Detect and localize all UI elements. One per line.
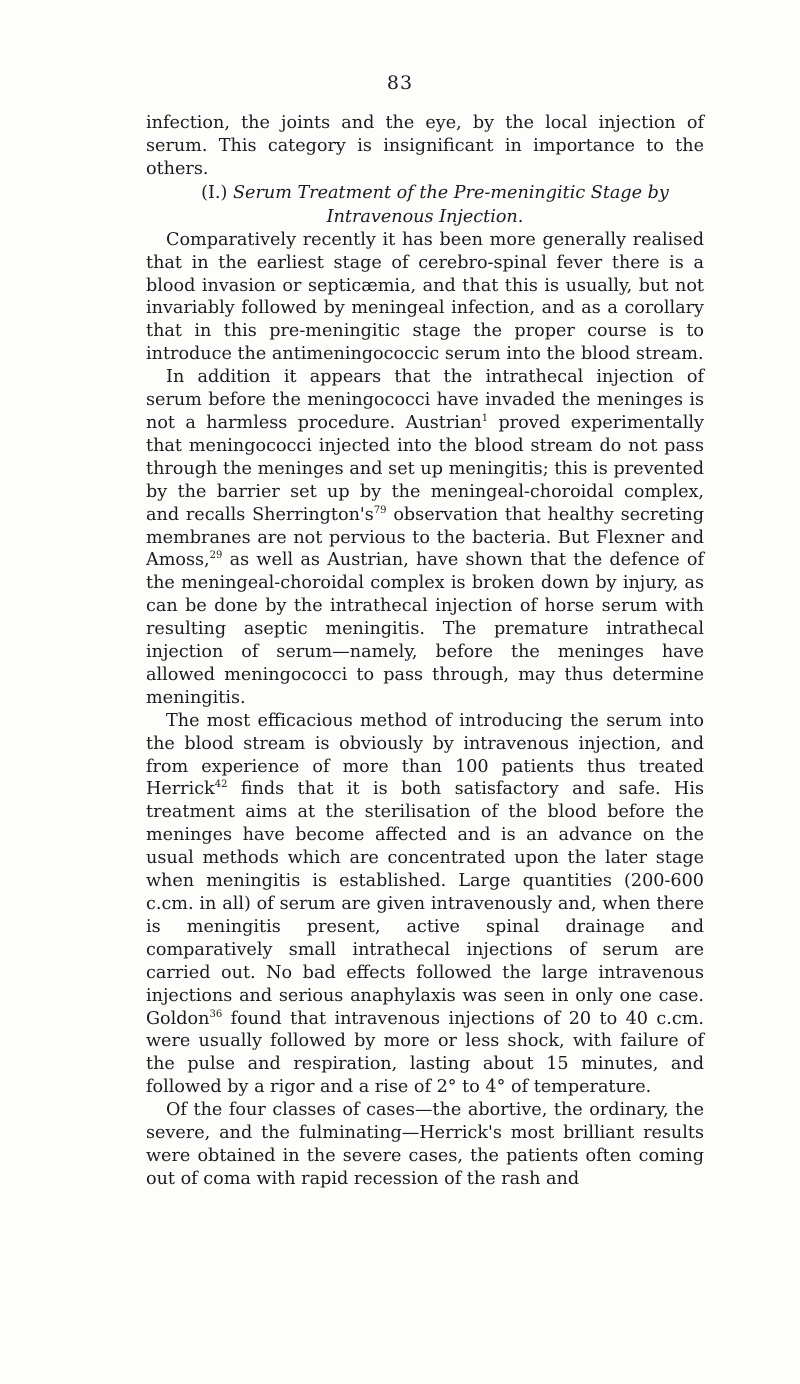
section-number: (I.) [201, 182, 228, 203]
reference-marker: 36 [209, 1008, 223, 1020]
page-number: 83 [386, 72, 414, 94]
section-heading [146, 181, 704, 229]
text-run: found that intravenous injections of 20 to 40 c.cm. were usually followed by more or less shock, with failure of the pulse and respiration, lasting about 15 minutes, and followed by a rigor and a rise of 2° to 4° of temperature. [146, 1008, 704, 1098]
text-run: finds that it is both satisfactory and safe. His treatment aims at the sterilisation of the blood before the meninges have become affected and is an advance on the usual methods which are concentrated upon the later stage when meningitis is established. Large quantities (200-600 c.cm. in all) of serum are given intravenously and, when there is meningitis present, active spinal drainage and comparatively small intrathecal injections of serum are carried out. No bad effects followed the large intravenous injections and serious anaphylaxis was seen in only one case. Goldon [146, 779, 704, 1029]
text-run: observation that healthy secreting membranes are not pervious to the bacteria. But Flexner and Amoss, [146, 504, 704, 571]
text-run: as well as Austrian, have shown that the defence of the meningeal-choroidal complex is broken down by injury, as can be done by the intrathecal injection of horse serum with resulting aseptic meningitis. The premature intrathecal injection of serum—namely, before the meninges have allowed meningococci to pass through, may thus determine meningitis. [146, 550, 704, 708]
reference-marker: 1 [481, 412, 489, 424]
text-run: proved experimentally that meningococci injected into the blood stream do not pass through the meninges and set up meningitis; this is prevented by the barrier set up by the meningeal-choroidal complex, and recalls Sherrington's [146, 412, 704, 525]
paragraph: Comparatively recently it has been more generally realised that in the earliest stage of cerebro-spinal fever there is a blood invasion or septicæmia, and that this is usually, but not invariably followed by meningeal infection, and as a corollary that in this pre-meningitic stage the proper course is to introduce the antimeningococcic serum into the blood stream. [146, 229, 704, 365]
body-text [146, 112, 704, 1191]
paragraph [146, 366, 704, 710]
reference-marker: 79 [373, 504, 387, 516]
reference-marker: 42 [214, 779, 228, 791]
reference-marker: 29 [209, 550, 223, 562]
text-run: The most efficacious method of introducing the serum into the blood stream is obviously by intravenous injection, and from experience of more than 100 patients thus treated Herrick [146, 710, 704, 800]
intro-paragraph: infection, the joints and the eye, by the local injection of serum. This category is insignificant in importance to the others. [146, 113, 704, 179]
section-title: Serum Treatment of the Pre-meningitic Stage by Intravenous Injection. [232, 182, 669, 227]
paragraph: Of the four classes of cases—the abortive, the ordinary, the severe, and the fulminating—Herrick's most brilliant results were obtained in the severe cases, the patients often coming out of coma with rapid recession of the rash and [146, 1100, 704, 1189]
paragraph [146, 710, 704, 1099]
text-run: In addition it appears that the intrathecal injection of serum before the meningococci have invaded the meninges is not a harmless procedure. Austrian [146, 367, 704, 433]
